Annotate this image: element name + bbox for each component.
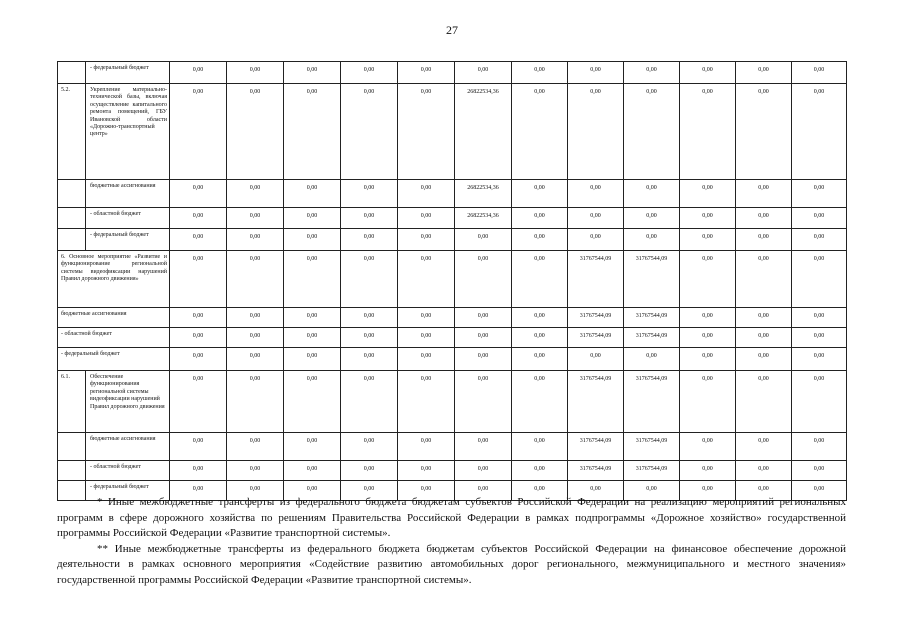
value-cell: 0,00	[341, 308, 398, 328]
value-cell: 0,00	[624, 62, 680, 84]
value-cell: 0,00	[512, 461, 568, 481]
value-cell: 0,00	[568, 84, 624, 180]
value-cell: 0,00	[512, 84, 568, 180]
value-cell: 0,00	[455, 348, 512, 371]
value-cell: 0,00	[792, 180, 847, 208]
value-cell: 0,00	[680, 84, 736, 180]
value-cell: 26822534,36	[455, 84, 512, 180]
value-cell: 31767544,09	[568, 433, 624, 461]
value-cell: 31767544,09	[624, 371, 680, 433]
value-cell: 0,00	[680, 461, 736, 481]
value-cell: 0,00	[284, 62, 341, 84]
code-cell	[58, 433, 86, 461]
value-cell: 0,00	[455, 62, 512, 84]
value-cell: 0,00	[284, 461, 341, 481]
value-cell: 0,00	[227, 84, 284, 180]
value-cell: 0,00	[680, 208, 736, 229]
value-cell: 0,00	[624, 84, 680, 180]
value-cell: 0,00	[512, 433, 568, 461]
value-cell: 0,00	[398, 208, 455, 229]
value-cell: 0,00	[341, 84, 398, 180]
value-cell: 0,00	[512, 308, 568, 328]
row-label: Обеспечение функционирования региональной системы видеофиксации нарушений Правил дорожного движения	[86, 371, 170, 433]
code-cell	[58, 208, 86, 229]
value-cell: 0,00	[227, 62, 284, 84]
value-cell: 0,00	[341, 371, 398, 433]
value-cell: 0,00	[170, 84, 227, 180]
code-cell	[58, 62, 86, 84]
value-cell: 0,00	[455, 229, 512, 251]
value-cell: 0,00	[512, 328, 568, 348]
value-cell: 0,00	[736, 308, 792, 328]
table-row	[58, 328, 847, 348]
value-cell: 0,00	[680, 328, 736, 348]
value-cell: 31767544,09	[624, 251, 680, 308]
row-label: - федеральный бюджет	[86, 229, 170, 251]
value-cell: 0,00	[170, 328, 227, 348]
value-cell: 0,00	[512, 348, 568, 371]
row-label: бюджетные ассигнования	[86, 433, 170, 461]
value-cell: 31767544,09	[568, 461, 624, 481]
table-row	[58, 180, 847, 208]
value-cell: 0,00	[170, 433, 227, 461]
value-cell: 0,00	[284, 180, 341, 208]
value-cell: 0,00	[455, 481, 512, 501]
value-cell: 0,00	[284, 371, 341, 433]
value-cell: 0,00	[398, 229, 455, 251]
value-cell: 0,00	[227, 433, 284, 461]
value-cell: 0,00	[792, 328, 847, 348]
value-cell: 0,00	[455, 251, 512, 308]
footnote: * Иные межбюджетные трансферты из федерального бюджета бюджетам субъектов Российской Федерации на реализацию мероприятий региональных программ в сфере дорожного хозяйства по решениям Правительства Российской Федерации в рамках подпрограммы «Дорожное хозяйство» государственной программы Российской Федерации «Развитие транспортной системы».	[57, 496, 846, 540]
value-cell: 0,00	[624, 180, 680, 208]
value-cell: 0,00	[680, 371, 736, 433]
row-label: - областной бюджет	[86, 208, 170, 229]
value-cell: 0,00	[170, 461, 227, 481]
value-cell: 0,00	[170, 251, 227, 308]
value-cell: 0,00	[284, 328, 341, 348]
value-cell: 0,00	[680, 180, 736, 208]
value-cell: 0,00	[792, 371, 847, 433]
value-cell: 0,00	[736, 84, 792, 180]
value-cell: 0,00	[568, 180, 624, 208]
value-cell: 0,00	[227, 308, 284, 328]
value-cell: 0,00	[568, 229, 624, 251]
value-cell: 0,00	[455, 328, 512, 348]
value-cell: 0,00	[680, 348, 736, 371]
value-cell: 0,00	[227, 251, 284, 308]
table-row	[58, 461, 847, 481]
value-cell: 0,00	[227, 229, 284, 251]
row-label: - федеральный бюджет	[86, 62, 170, 84]
value-cell: 0,00	[512, 180, 568, 208]
value-cell: 0,00	[341, 229, 398, 251]
value-cell: 0,00	[398, 84, 455, 180]
value-cell: 0,00	[680, 251, 736, 308]
value-cell: 0,00	[736, 180, 792, 208]
value-cell: 0,00	[736, 208, 792, 229]
row-label: бюджетные ассигнования	[86, 180, 170, 208]
value-cell: 26822534,36	[455, 208, 512, 229]
value-cell: 0,00	[398, 481, 455, 501]
value-cell: 0,00	[568, 348, 624, 371]
value-cell: 0,00	[284, 433, 341, 461]
value-cell: 0,00	[736, 433, 792, 461]
value-cell: 0,00	[170, 348, 227, 371]
value-cell: 0,00	[736, 229, 792, 251]
value-cell: 0,00	[792, 433, 847, 461]
value-cell: 0,00	[680, 229, 736, 251]
value-cell: 0,00	[792, 308, 847, 328]
value-cell: 0,00	[568, 62, 624, 84]
row-label: - областной бюджет	[86, 461, 170, 481]
value-cell: 0,00	[227, 208, 284, 229]
value-cell: 0,00	[792, 251, 847, 308]
table-row	[58, 229, 847, 251]
value-cell: 0,00	[398, 348, 455, 371]
value-cell: 0,00	[455, 371, 512, 433]
table-row	[58, 62, 847, 84]
value-cell: 31767544,09	[568, 251, 624, 308]
value-cell: 0,00	[398, 461, 455, 481]
table-row	[58, 208, 847, 229]
value-cell: 0,00	[341, 208, 398, 229]
row-label: 6. Основное мероприятие «Развитие и функционирование региональной системы видеофиксации нарушений Правил дорожного движения»	[58, 251, 170, 308]
value-cell: 0,00	[227, 328, 284, 348]
value-cell: 0,00	[341, 180, 398, 208]
value-cell: 0,00	[341, 481, 398, 501]
value-cell: 31767544,09	[624, 308, 680, 328]
row-label: - областной бюджет	[58, 328, 170, 348]
value-cell: 0,00	[284, 229, 341, 251]
value-cell: 0,00	[341, 328, 398, 348]
value-cell: 0,00	[398, 371, 455, 433]
value-cell: 0,00	[341, 348, 398, 371]
row-label: - федеральный бюджет	[58, 348, 170, 371]
row-label: - федеральный бюджет	[86, 481, 170, 501]
value-cell: 0,00	[227, 180, 284, 208]
value-cell: 0,00	[792, 348, 847, 371]
value-cell: 0,00	[227, 481, 284, 501]
value-cell: 0,00	[170, 208, 227, 229]
value-cell: 31767544,09	[624, 328, 680, 348]
value-cell: 0,00	[398, 251, 455, 308]
value-cell: 0,00	[170, 481, 227, 501]
value-cell: 0,00	[398, 180, 455, 208]
code-cell: 5.2.	[58, 84, 86, 180]
footnote: ** Иные межбюджетные трансферты из федерального бюджета бюджетам субъектов Российской Федерации на финансовое обеспечение дорожной деятельности в рамках основного мероприятия «Содействие развитию автомобильных дорог регионального, межмуниципального и местного значения» государственной программы Российской Федерации «Развитие транспортной системы».	[57, 542, 846, 586]
value-cell: 0,00	[736, 62, 792, 84]
table-row	[58, 371, 847, 433]
value-cell: 31767544,09	[568, 328, 624, 348]
value-cell: 0,00	[455, 433, 512, 461]
code-cell: 6.1.	[58, 371, 86, 433]
code-cell	[58, 229, 86, 251]
table-row	[58, 84, 847, 180]
value-cell: 0,00	[736, 328, 792, 348]
value-cell: 0,00	[455, 461, 512, 481]
value-cell: 0,00	[512, 62, 568, 84]
value-cell: 0,00	[680, 62, 736, 84]
value-cell: 0,00	[792, 84, 847, 180]
value-cell: 0,00	[284, 348, 341, 371]
value-cell: 0,00	[341, 433, 398, 461]
value-cell: 0,00	[792, 481, 847, 501]
value-cell: 31767544,09	[624, 433, 680, 461]
value-cell: 0,00	[512, 371, 568, 433]
value-cell: 0,00	[568, 481, 624, 501]
value-cell: 0,00	[341, 251, 398, 308]
value-cell: 31767544,09	[568, 308, 624, 328]
value-cell: 0,00	[512, 229, 568, 251]
value-cell: 31767544,09	[568, 371, 624, 433]
value-cell: 0,00	[227, 348, 284, 371]
value-cell: 0,00	[227, 461, 284, 481]
value-cell: 0,00	[341, 62, 398, 84]
value-cell: 0,00	[736, 461, 792, 481]
value-cell: 26822534,36	[455, 180, 512, 208]
table-row	[58, 308, 847, 328]
value-cell: 0,00	[736, 251, 792, 308]
value-cell: 0,00	[792, 461, 847, 481]
value-cell: 0,00	[398, 308, 455, 328]
code-cell	[58, 461, 86, 481]
value-cell: 0,00	[284, 208, 341, 229]
value-cell: 0,00	[680, 481, 736, 501]
footnotes	[57, 495, 846, 589]
value-cell: 0,00	[736, 481, 792, 501]
value-cell: 0,00	[568, 208, 624, 229]
value-cell: 0,00	[512, 208, 568, 229]
value-cell: 0,00	[736, 371, 792, 433]
value-cell: 0,00	[624, 348, 680, 371]
value-cell: 0,00	[792, 208, 847, 229]
value-cell: 0,00	[455, 308, 512, 328]
value-cell: 0,00	[736, 348, 792, 371]
value-cell: 0,00	[624, 481, 680, 501]
value-cell: 0,00	[284, 308, 341, 328]
value-cell: 31767544,09	[624, 461, 680, 481]
value-cell: 0,00	[512, 481, 568, 501]
value-cell: 0,00	[398, 62, 455, 84]
value-cell: 0,00	[284, 251, 341, 308]
value-cell: 0,00	[512, 251, 568, 308]
value-cell: 0,00	[680, 433, 736, 461]
value-cell: 0,00	[170, 180, 227, 208]
table-row	[58, 251, 847, 308]
value-cell: 0,00	[227, 371, 284, 433]
value-cell: 0,00	[398, 328, 455, 348]
value-cell: 0,00	[170, 371, 227, 433]
value-cell: 0,00	[284, 481, 341, 501]
value-cell: 0,00	[170, 229, 227, 251]
table-row	[58, 348, 847, 371]
value-cell: 0,00	[284, 84, 341, 180]
value-cell: 0,00	[680, 308, 736, 328]
value-cell: 0,00	[398, 433, 455, 461]
budget-table	[57, 61, 847, 501]
value-cell: 0,00	[341, 461, 398, 481]
value-cell: 0,00	[624, 208, 680, 229]
value-cell: 0,00	[170, 62, 227, 84]
value-cell: 0,00	[170, 308, 227, 328]
value-cell: 0,00	[792, 229, 847, 251]
value-cell: 0,00	[792, 62, 847, 84]
page-number: 27	[446, 23, 458, 37]
value-cell: 0,00	[624, 229, 680, 251]
row-label: бюджетные ассигнования	[58, 308, 170, 328]
table-row	[58, 433, 847, 461]
code-cell	[58, 180, 86, 208]
row-label: Укрепление материально-технической базы, включая осуществление капитального ремонта помещений, ГБУ Ивановской области «Дорожно-транспортный центр»	[86, 84, 170, 180]
